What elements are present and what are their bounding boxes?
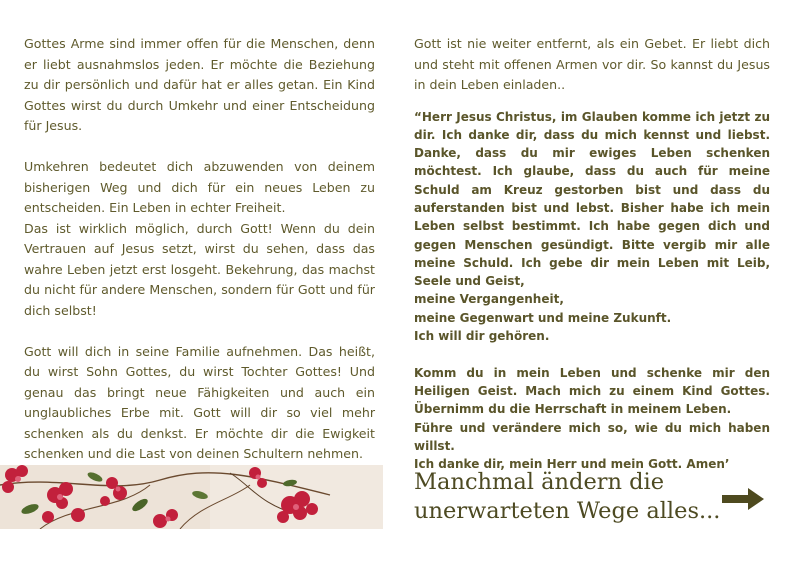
- prayer-line-gegenwart: meine Gegenwart und meine Zukunft.: [414, 310, 672, 325]
- left-column: [24, 34, 375, 485]
- right-column: [414, 34, 770, 473]
- prayer-intro: Gott ist nie weiter entfernt, als ein Gebet. Er liebt dich und steht mit offenen Armen vor dir. So kannst du Jesus in dein Leben einladen..: [414, 36, 770, 92]
- bougainvillea-photo: [0, 465, 383, 529]
- prayer-gap: [414, 345, 770, 363]
- prayer-amen: Ich danke dir, mein Herr und mein Gott. Amen’: [414, 457, 730, 472]
- prayer-text: [414, 108, 770, 474]
- tagline-line-2: unerwarteten Wege alles...: [414, 498, 721, 524]
- paragraph-umkehren: Umkehren bedeutet dich abzuwenden von deinem bisherigen Weg und dich für ein neues Leben zu entscheiden. Ein Leben in echter Freiheit.: [24, 159, 375, 215]
- prayer-line-gehoeren: Ich will dir gehören.: [414, 329, 550, 344]
- prayer-line-vergangenheit: meine Vergangenheit,: [414, 292, 564, 307]
- tagline: [414, 468, 720, 526]
- tagline-line-1: Manchmal ändern die: [414, 469, 665, 495]
- paragraph-gottes-arme: Gottes Arme sind immer offen für die Menschen, denn er liebt ausnahmslos jeden. Er möchte die Beziehung zu dir persönlich und dafür hat er alles getan. Ein Kind Gottes wirst du durch Umkehr und einer Entscheidung für Jesus.: [24, 36, 375, 133]
- paragraph-moeglich-durch-gott: Das ist wirklich möglich, durch Gott! Wenn du dein Vertrauen auf Jesus setzt, wirst du sehen, dass das wahre Leben jetzt erst losgeht. Bekehrung, das machst du nicht für andere Menschen, sondern für Gott und für dich selbst!: [24, 220, 375, 318]
- paragraph-familie: Gott will dich in seine Familie aufnehmen. Das heißt, du wirst Sohn Gottes, du wirst Tochter Gottes! Und genau das bringt neue Fähigkeiten und auch ein unglaubliches Erbe mit. Gott will dir so viel mehr schenken als du denkst. Er möchte dir die Ewigkeit schenken und die Last von deinen Schultern nehmen.: [24, 343, 375, 461]
- arrow-right-icon[interactable]: [720, 486, 766, 512]
- prayer-part-1: “Herr Jesus Christus, im Glauben komme ich jetzt zu dir. Ich danke dir, dass du mich kennst und liebst. Danke, dass du mir ewiges Leben schenken möchtest. Ich glaube, dass du auch für meine Schuld am Kreuz gestorben bist und dass du auferstanden bist und lebst. Bisher habe ich mein Leben selbst bestimmt. Ich habe gegen dich und gegen Menschen gesündigt. Bitte vergib mir alle meine Schuld. Ich gebe dir mein Leben mit Leib, Seele und Geist,: [414, 109, 770, 289]
- prayer-part-3: Führe und verändere mich so, wie du mich haben willst.: [414, 420, 770, 453]
- prayer-part-2: Komm du in mein Leben und schenke mir den Heiligen Geist. Mach mich zu einem Kind Gottes. Übernimm du die Herrschaft in meinem Leben.: [414, 365, 770, 417]
- flower-image: [0, 465, 383, 529]
